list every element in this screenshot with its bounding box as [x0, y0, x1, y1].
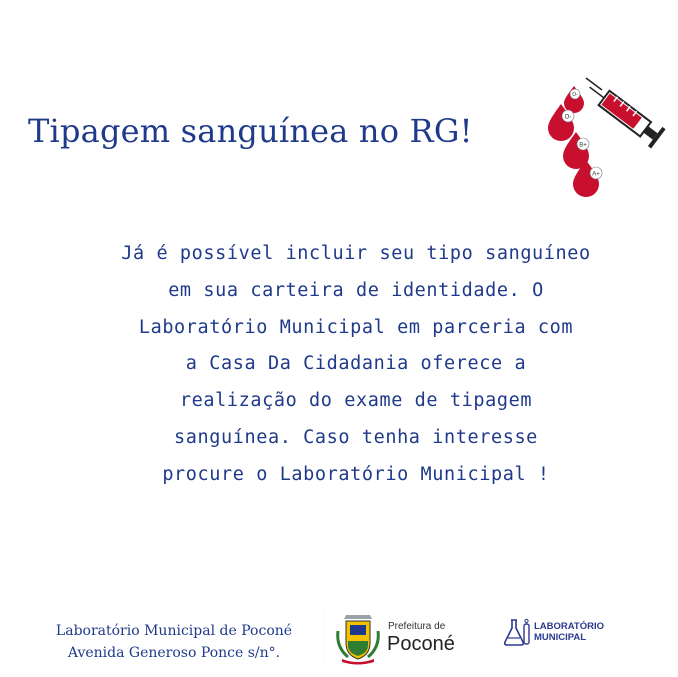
lab-flask-icon: [500, 616, 532, 648]
prefeitura-logo: [324, 603, 490, 671]
blood-syringe-illustration: [536, 72, 674, 204]
laboratorio-logo: [498, 612, 618, 652]
blood-type-label: B+: [579, 142, 587, 149]
announcement-line: em sua carteira de identidade. O: [168, 279, 544, 301]
footer-street: Avenida Generoso Ponce s/n°.: [67, 645, 281, 661]
announcement-line: a Casa Da Cidadania oferece a: [185, 353, 527, 375]
announcement-line: Laboratório Municipal em parceria com: [138, 316, 574, 338]
footer-address: [24, 620, 324, 664]
page-title: Tipagem sanguínea no RG!: [28, 112, 473, 150]
lab-logo-text: [534, 621, 604, 643]
blood-type-label: O-: [572, 92, 578, 98]
blood-type-label: A+: [592, 171, 600, 178]
announcement-line: sanguínea. Caso tenha interesse: [174, 426, 538, 448]
syringe-icon: [582, 78, 665, 149]
footer-lab-name: Laboratório Municipal de Poconé: [55, 623, 293, 639]
announcement-line: procure o Laboratório Municipal !: [162, 463, 550, 485]
announcement-text: [96, 236, 616, 494]
lab-logo-line: LABORATÓRIO: [534, 621, 605, 632]
lab-logo-line: MUNICIPAL: [534, 632, 587, 643]
prefeitura-label: Prefeitura de: [388, 621, 446, 632]
announcement-line: Já é possível incluir seu tipo sanguíneo: [121, 243, 591, 264]
blood-type-label: O-: [564, 114, 572, 121]
announcement-line: realização do exame de tipagem: [179, 390, 533, 412]
blood-drop-icon: [564, 86, 584, 113]
prefeitura-city: Poconé: [387, 633, 455, 655]
crest-icon: [334, 611, 382, 665]
